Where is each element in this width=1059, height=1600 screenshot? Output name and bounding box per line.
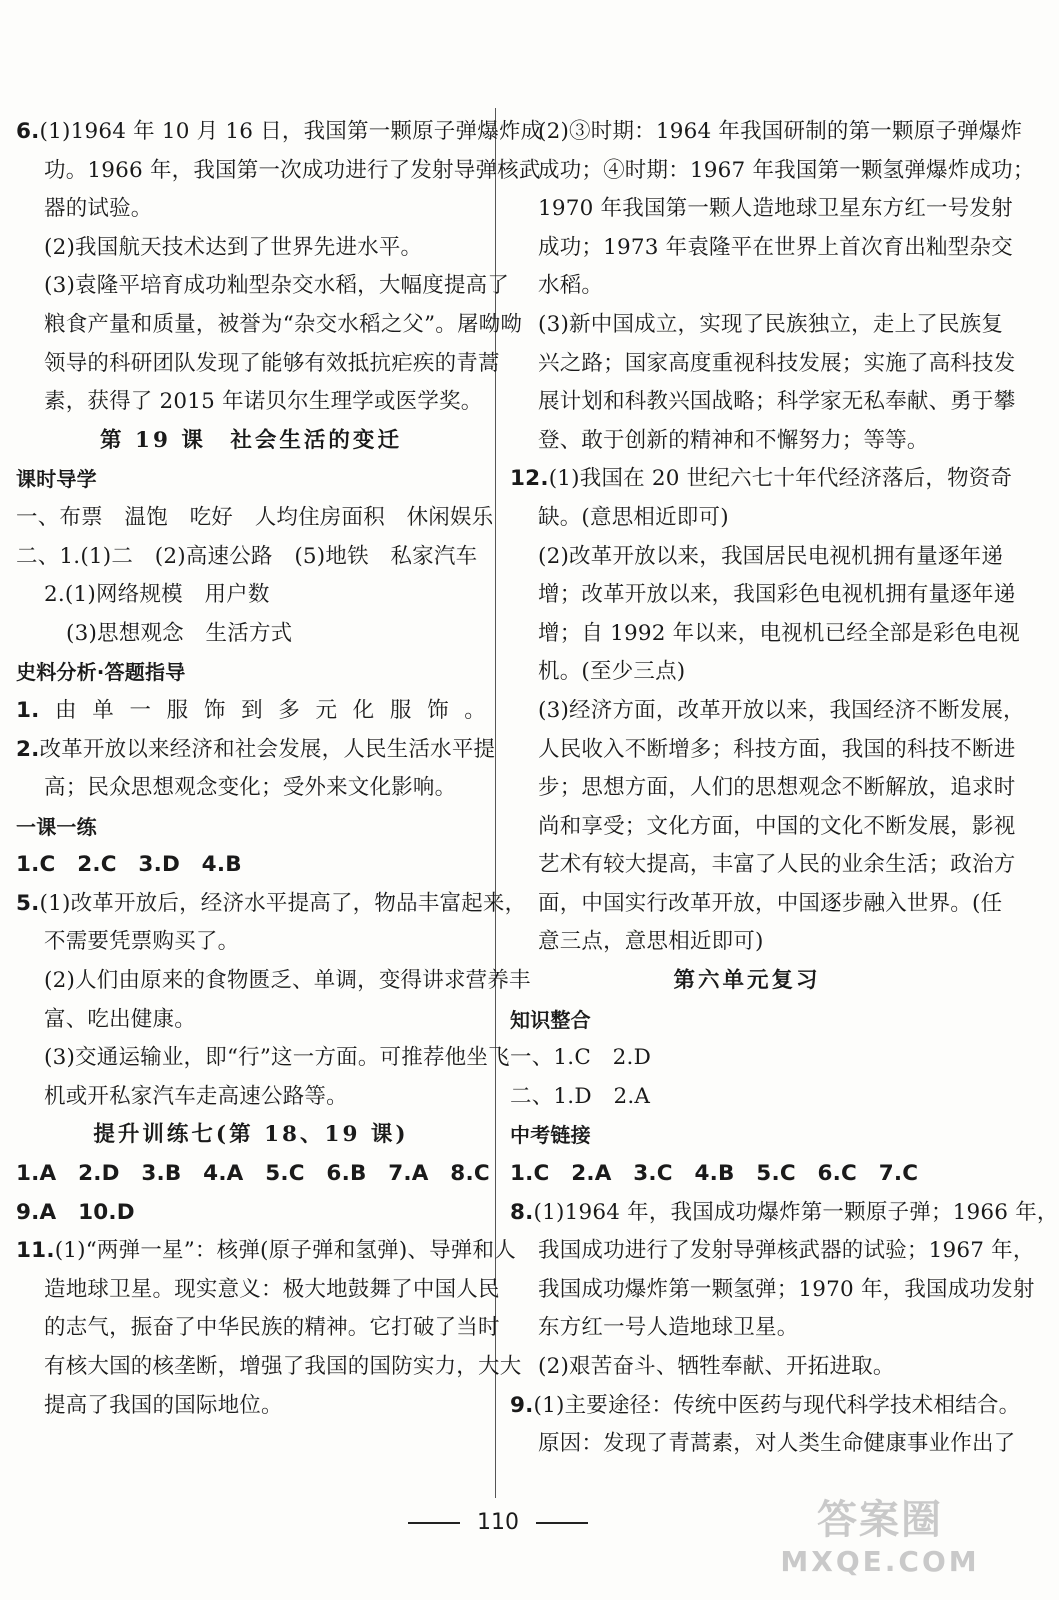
left-column-line: 器的试验。 [44,196,153,222]
right-column-line [510,1194,1059,1233]
right-column-line: (2)改革开放以来，我国居民电视机拥有量逐年递 [538,543,1004,569]
question-number: 12. [510,466,549,492]
question-number: 9. [510,1392,534,1418]
footer-dash-left [408,1522,460,1524]
right-column-line: 第六单元复习 [673,968,821,994]
left-column-line: 提高了我国的国际地位。 [44,1392,283,1418]
left-column-line: 二、1.(1)二 (2)高速公路 (5)地铁 私家汽车 [16,543,478,569]
answer-text: (1)我国在 20 世纪六七十年代经济落后，物资奇 [548,466,1013,492]
right-column-line: 机。(至少三点) [538,659,686,685]
left-column-line: 粮食产量和质量，被誉为“杂交水稻之父”。屠呦呦 [44,311,523,337]
question-number: 8. [510,1199,534,1225]
left-column-line: 素，获得了 2015 年诺贝尔生理学或医学奖。 [44,389,483,415]
left-column-line: 史料分析·答题指导 [16,660,186,685]
right-column [510,113,1059,1464]
answer-text: (1)1964 年，我国成功爆炸第一颗原子弹；1966 年， [533,1199,1059,1225]
right-column-line: 知识整合 [510,1007,591,1032]
question-number: 2. [16,736,40,762]
answer-text: (1)主要途径：传统中医药与现代科学技术相结合。 [533,1392,1021,1418]
right-column-line: (2)③时期：1964 年我国研制的第一颗原子弹爆炸 [538,119,1023,144]
right-column-line: 兴之路；国家高度重视科技发展；实施了高科技发 [538,350,1016,376]
left-column-line: (2)人们由原来的食物匮乏、单调，变得讲求营养丰 [44,968,531,994]
left-column-line: (2)我国航天技术达到了世界先进水平。 [44,234,423,260]
left-column-line: (3)袁隆平培育成功籼型杂交水稻，大幅度提高了 [44,273,510,299]
right-column-line: 缺。(意思相近即可) [538,504,729,530]
page-number: 110 [477,1510,519,1535]
answer-text: (1)改革开放后，经济水平提高了，物品丰富起来， [39,890,527,916]
answer-text: (1)1964 年 10 月 16 日，我国第一颗原子弹爆炸成 [39,119,543,144]
watermark-line1: 答案圈 [817,1497,943,1543]
right-column-line [510,460,1013,499]
right-column-line: (2)艰苦奋斗、牺牲奉献、开拓进取。 [538,1354,895,1379]
right-column-line: 1970 年我国第一颗人造地球卫星东方红一号发射 [538,196,1013,222]
answer-text: 由单一服饰到多元化服饰。 [39,697,486,723]
right-column-line: 一、1.C 2.D [510,1045,652,1071]
right-column-line: 二、1.D 2.A [510,1083,651,1109]
right-column-line: 步；思想方面，人们的思想观念不断解放，追求时 [538,775,1016,801]
left-column-line: (3)思想观念 生活方式 [66,620,293,646]
left-column-line [16,885,527,924]
left-column-line: 高；民众思想观念变化；受外来文化影响。 [44,775,457,801]
watermark-logo [780,1488,980,1588]
question-number: 6. [16,119,40,144]
left-column-line: 课时导学 [16,467,97,492]
left-column-line: 有核大国的核垄断，增强了我国的国防实力，大大 [44,1354,522,1379]
left-column-line: 不需要凭票购买了。 [44,929,240,955]
left-column-line: 提升训练七(第 18、19 课) [93,1122,409,1148]
right-column-line: 水稻。 [538,273,604,299]
left-column-line: 造地球卫星。现实意义：极大地鼓舞了中国人民 [44,1276,500,1302]
right-column-line: (3)经济方面，改革开放以来，我国经济不断发展， [538,697,1025,723]
left-column-line: (3)交通运输业，即“行”这一方面。可推荐他坐飞 [44,1045,510,1071]
left-column-line: 领导的科研团队发现了能够有效抵抗疟疾的青蒿 [44,350,500,376]
right-column-line: 人民收入不断增多；科技方面，我国的科技不断进 [538,736,1016,762]
left-column-line: 富、吃出健康。 [44,1006,196,1032]
question-number: 11. [16,1238,55,1264]
right-column-line: 原因：发现了青蒿素，对人类生命健康事业作出了 [538,1431,1016,1457]
left-column-line [16,692,486,731]
right-column-line: 东方红一号人造地球卫星。 [538,1315,799,1341]
right-column-line: 增；改革开放以来，我国彩色电视机拥有量逐年递 [538,582,1016,608]
right-column-line: 我国成功进行了发射导弹核武器的试验；1967 年， [538,1238,1035,1264]
left-column-line: 机或开私家汽车走高速公路等。 [44,1083,348,1109]
left-column-line: 2.(1)网络规模 用户数 [44,582,270,608]
left-column-line: 第 19 课 社会生活的变迁 [100,427,402,453]
right-column-line: 艺术有较大提高，丰富了人民的业余生活；政治方 [538,852,1016,878]
right-column-line: 成功；1973 年袁隆平在世界上首次育出籼型杂交 [538,234,1013,260]
left-column-line: 一课一练 [16,814,97,839]
left-column-line: 9.A 10.D [16,1199,135,1225]
answer-text: 改革开放以来经济和社会发展，人民生活水平提 [39,736,496,762]
left-column-line: 的志气，振奋了中华民族的精神。它打破了当时 [44,1315,500,1341]
question-number: 5. [16,890,40,916]
footer-dash-right [536,1522,588,1524]
left-column-line [16,1232,516,1271]
right-column-line: 1.C 2.A 3.C 4.B 5.C 6.C 7.C [510,1161,919,1187]
right-column-line: 面，中国实行改革开放，中国逐步融入世界。(任 [538,890,1003,916]
left-column-line [16,113,543,152]
right-column-line: 我国成功爆炸第一颗氢弹；1970 年，我国成功发射 [538,1276,1035,1302]
right-column-line: 增；自 1992 年以来，电视机已经全部是彩色电视 [538,620,1020,646]
right-column-line: 意三点，意思相近即可) [538,929,764,955]
left-column-line: 功。1966 年，我国第一次成功进行了发射导弹核武 [44,157,541,183]
left-column-line: 一、布票 温饱 吃好 人均住房面积 休闲娱乐 [16,504,494,530]
left-column-line: 1.A 2.D 3.B 4.A 5.C 6.B 7.A 8.C [16,1161,490,1187]
right-column-line: 展计划和科教兴国战略；科学家无私奉献、勇于攀 [538,389,1016,415]
answer-text: (1)“两弹一星”：核弹(原子弹和氢弹)、导弹和人 [54,1238,516,1264]
left-column-line [16,731,496,770]
right-column-line: 中考链接 [510,1123,591,1148]
right-column-line [510,1387,1021,1426]
watermark-line2: MXQE.COM [780,1545,980,1578]
right-column-line: 登、敢于创新的精神和不懈努力；等等。 [538,427,929,453]
right-column-line: (3)新中国成立，实现了民族独立，走上了民族复 [538,311,1004,337]
question-number: 1. [16,697,40,723]
right-column-line: 成功；④时期：1967 年我国第一颗氢弹爆炸成功； [538,157,1035,183]
left-column-line: 1.C 2.C 3.D 4.B [16,852,242,878]
right-column-line: 尚和享受；文化方面，中国的文化不断发展，影视 [538,813,1016,839]
